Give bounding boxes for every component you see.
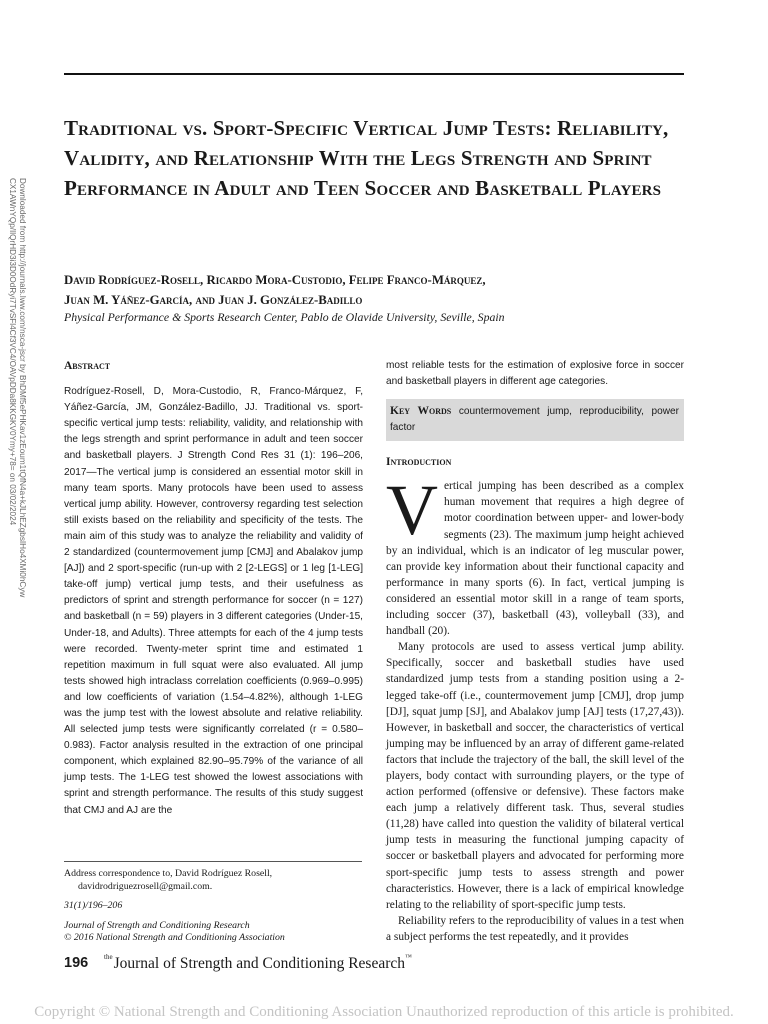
download-note-line-2: CX1AWnYQp/IlQrHD3i3D0OdRyi7TvSFl4Cf3VC4/OAVpDDa8KKGKV0Ymy+78= on 03/02/2024 — [8, 178, 17, 526]
footnotes — [64, 868, 364, 945]
journal-footer-name: Journal of Strength and Conditioning Research — [113, 955, 405, 972]
keywords-text: countermovement jump, reproducibility, power factor — [390, 406, 679, 434]
journal-footer — [104, 953, 413, 973]
right-column — [386, 358, 684, 945]
intro-paragraph-1 — [386, 470, 684, 639]
left-column — [64, 358, 363, 819]
footnote-divider — [64, 861, 362, 862]
keywords-box — [386, 399, 684, 441]
footnote-copyright: © 2016 National Strength and Conditioning Association — [64, 932, 285, 943]
abstract-continuation: most reliable tests for the estimation of explosive force in soccer and basketball players in different age categories. — [386, 360, 684, 388]
introduction-heading: Introduction — [386, 456, 452, 469]
author-list — [64, 270, 694, 310]
top-rule — [64, 73, 684, 75]
intro-paragraph-3: Reliability refers to the reproducibility of values in a test when a subject performs the test repeatedly, and it provides — [386, 914, 684, 943]
correspondence-email[interactable]: davidrodriguezrosell@gmail.com. — [78, 880, 213, 892]
copyright-watermark: Copyright © National Strength and Conditioning Association Unauthorized reproduction of this article is prohibited. — [34, 1004, 734, 1020]
affiliation: Physical Performance & Sports Research Center, Pablo de Olavide University, Seville, Spain — [64, 310, 505, 324]
author-line-1: David Rodríguez-Rosell, Ricardo Mora-Custodio, Felipe Franco-Márquez, — [64, 273, 486, 287]
article-title: Traditional vs. Sport-Specific Vertical Jump Tests: Reliability, Validity, and Relationship With the Legs Strength and Sprint Performance in Adult and Teen Soccer and Basketball Players — [64, 116, 669, 200]
journal-trademark: ™ — [405, 953, 412, 961]
drop-cap: V — [386, 470, 438, 551]
volume-pages: 31(1)/196–206 — [64, 900, 123, 911]
author-line-2: Juan M. Yáñez-García, and Juan J. González-Badillo — [64, 293, 363, 307]
intro-paragraph-1-text: ertical jumping has been described as a complex human movement that requires a high degree of motor coordination between upper- and lower-body segments (23). The maximum jump height achieved by an individual, which is an indicator of leg muscular power, can provide key information about their functional capacity and performance in many sports (6). In fact, vertical jumping is considered an essential motor skill in a range of team sports, including soccer (37), basketball (43), volleyball (33), and handball (20). — [386, 480, 684, 638]
keywords-label: Key Words — [390, 405, 452, 418]
page-number: 196 — [64, 955, 89, 971]
intro-paragraph-2: Many protocols are used to assess vertical jump ability. Specifically, soccer and basketball studies have used standardized jump tests from a standing position using a 2-legged take-off (i.e., countermovement jump [CMJ], drop jump [DJ], squat jump [SJ], and Abalakov jump [AJ] tests (17,27,43)). However, in basketball and soccer, the characteristics of vertical jumping may be influenced by an array of different game-related factors that include the trajectory of the ball, the skill level of the players, body contact with surrounding players, or the type of action performed (offensive or defensive). These factors make each jump a relatively different task. Thus, several studies (11,28) have called into question the validity of bilateral vertical jump tests in measuring the functional jumping capacity of soccer or basketball players and advocated for performing more sport-specific jump tests to assess strength and power characteristics. However, there is a lack of empirical knowledge relating to the reliability of sport-specific jump tests. — [386, 641, 684, 911]
download-note-line-1: Downloaded from http://journals.lww.com/nsca-jscr by BhDMf5ePHKav1zEoum1tQfN4a+kJLhEZgbsIHo4XMi0hCyw — [18, 178, 27, 598]
download-note — [7, 178, 27, 698]
correspondence-line: Address correspondence to, David Rodríguez Rosell, — [64, 868, 273, 879]
abstract-text: Rodríguez-Rosell, D, Mora-Custodio, R, Franco-Márquez, F, Yáñez-García, JM, González-Badillo, JJ. Traditional vs. sport-specific vertical jump tests: reliability, validity, and relationship with the legs strength and sprint performance in adult and teen soccer and basketball players. J Strength Cond Res 31 (1): 196–206, 2017—The vertical jump is considered an essential motor skill in many team sports. Many protocols have been used to assess vertical jump ability. However, controversy regarding test selection still exists based on the reliability and specificity of the tests. The main aim of this study was to analyze the reliability and validity of 2 standardized (countermovement jump [CMJ] and Abalakov jump [AJ]) and 2 sport-specific (run-up with 2 [2-LEGS] or 1 leg [1-LEG] take-off jump) vertical jump tests, and their usefulness as predictors of sprint and strength performance for soccer (n = 127) and basketball (n = 59) players in 3 different categories (Under-15, Under-18, and Adults). Three attempts for each of the 4 jump tests were recorded. Twenty-meter sprint time and estimated 1 repetition maximum in full squat were also evaluated. All jump tests showed high intraclass correlation coefficients (0.969–0.995) and low coefficients of variation (1.54–4.82%), although 1-LEG was the jump test with the lowest absolute and relative reliability. All selected jump tests were significantly correlated (r = 0.580–0.983). Factor analysis resulted in the extraction of one principal component, which explained 82.90–95.79% of the variance of all jump tests. The 1-LEG test showed the lowest associations with sprint and strength performance. The results of this study suggest that CMJ and AJ are the — [64, 386, 363, 816]
abstract-heading: Abstract — [64, 360, 111, 372]
journal-the: the — [104, 953, 113, 961]
introduction-body — [386, 470, 684, 945]
footnote-journal: Journal of Strength and Conditioning Research — [64, 919, 250, 931]
